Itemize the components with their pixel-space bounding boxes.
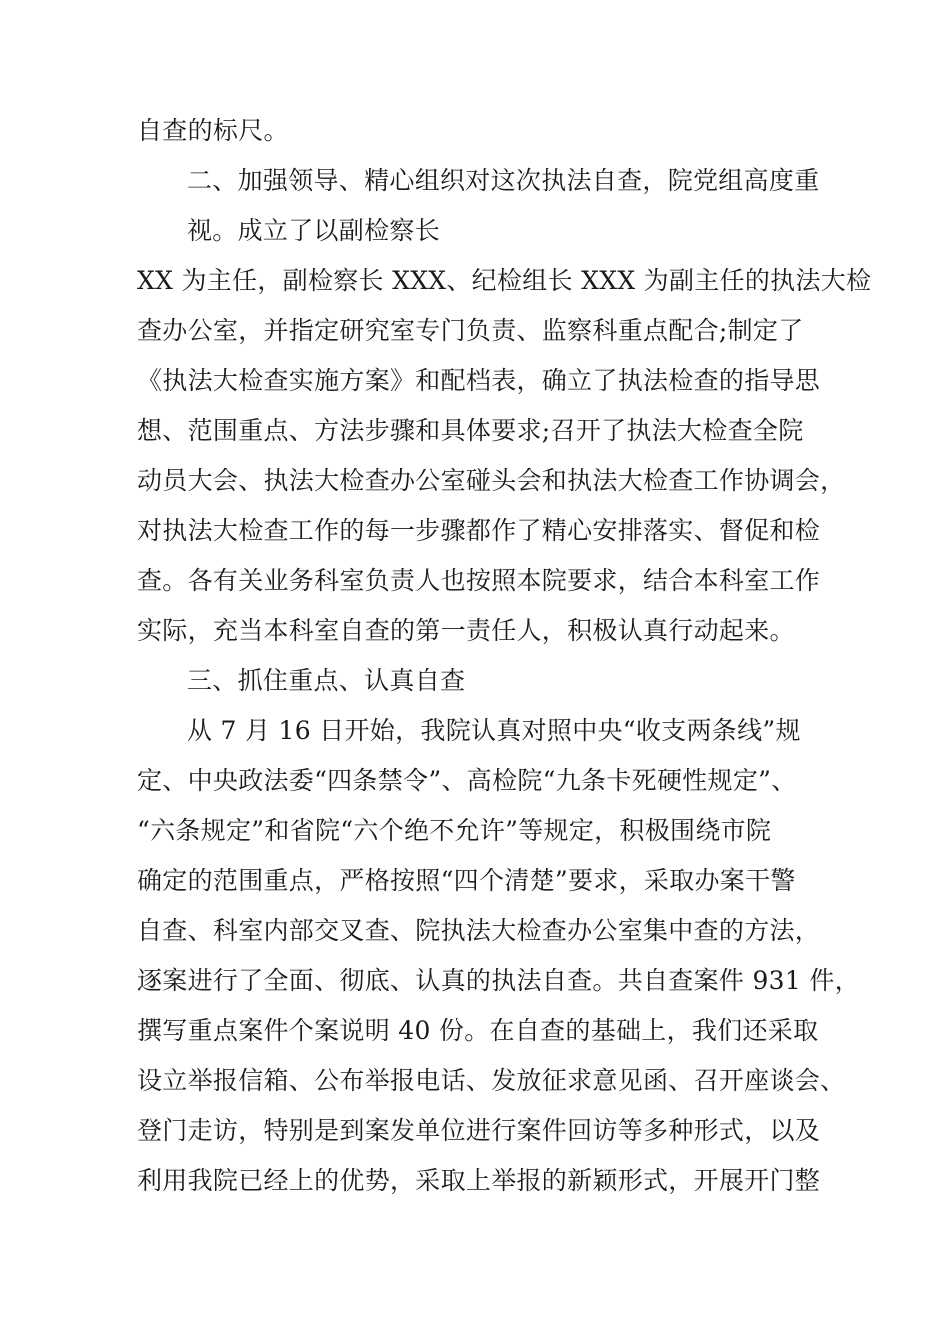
- text-line: 查。各有关业务科室负责人也按照本院要求，结合本科室工作: [137, 566, 821, 595]
- text-line: 逐案进行了全面、彻底、认真的执法自查。共自查案件 931 件，: [137, 966, 860, 995]
- text-line: “六条规定”和省院“六个绝不允许”等规定，积极围绕市院: [137, 816, 772, 845]
- text-line: 从 7 月 16 日开始，我院认真对照中央“收支两条线”规: [187, 716, 801, 745]
- text-line: 对执法大检查工作的每一步骤都作了精心安排落实、督促和检: [137, 516, 821, 545]
- text-line: 查办公室，并指定研究室专门负责、监察科重点配合;制定了: [137, 316, 804, 345]
- text-line: 视。成立了以副检察长: [187, 216, 441, 245]
- text-line: 《执法大检查实施方案》和配档表，确立了执法检查的指导思: [137, 366, 821, 395]
- text-line: 登门走访，特别是到案发单位进行案件回访等多种形式，以及: [137, 1116, 821, 1145]
- text-line: 设立举报信箱、公布举报电话、发放征求意见函、召开座谈会、: [137, 1066, 846, 1095]
- text-line: 二、加强领导、精心组织对这次执法自查，院党组高度重: [187, 166, 820, 195]
- text-line: 定、中央政法委“四条禁令”、高检院“九条卡死硬性规定”、: [137, 766, 797, 795]
- text-line: XX 为主任，副检察长 XXX、纪检组长 XXX 为副主任的执法大检: [137, 266, 872, 295]
- text-line: 确定的范围重点，严格按照“四个清楚”要求，采取办案干警: [137, 866, 796, 895]
- text-line: 动员大会、执法大检查办公室碰头会和执法大检查工作协调会，: [137, 466, 846, 495]
- text-line: 撰写重点案件个案说明 40 份。在自查的基础上，我们还采取: [137, 1016, 819, 1045]
- text-line: 想、范围重点、方法步骤和具体要求;召开了执法大检查全院: [137, 416, 804, 445]
- text-line: 自查的标尺。: [137, 116, 289, 145]
- section-heading: 三、抓住重点、认真自查: [187, 666, 466, 695]
- text-line: 利用我院已经上的优势，采取上举报的新颖形式，开展开门整: [137, 1166, 821, 1195]
- text-line: 自查、科室内部交叉查、院执法大检查办公室集中查的方法，: [137, 916, 821, 945]
- text-line: 实际，充当本科室自查的第一责任人，积极认真行动起来。: [137, 616, 795, 645]
